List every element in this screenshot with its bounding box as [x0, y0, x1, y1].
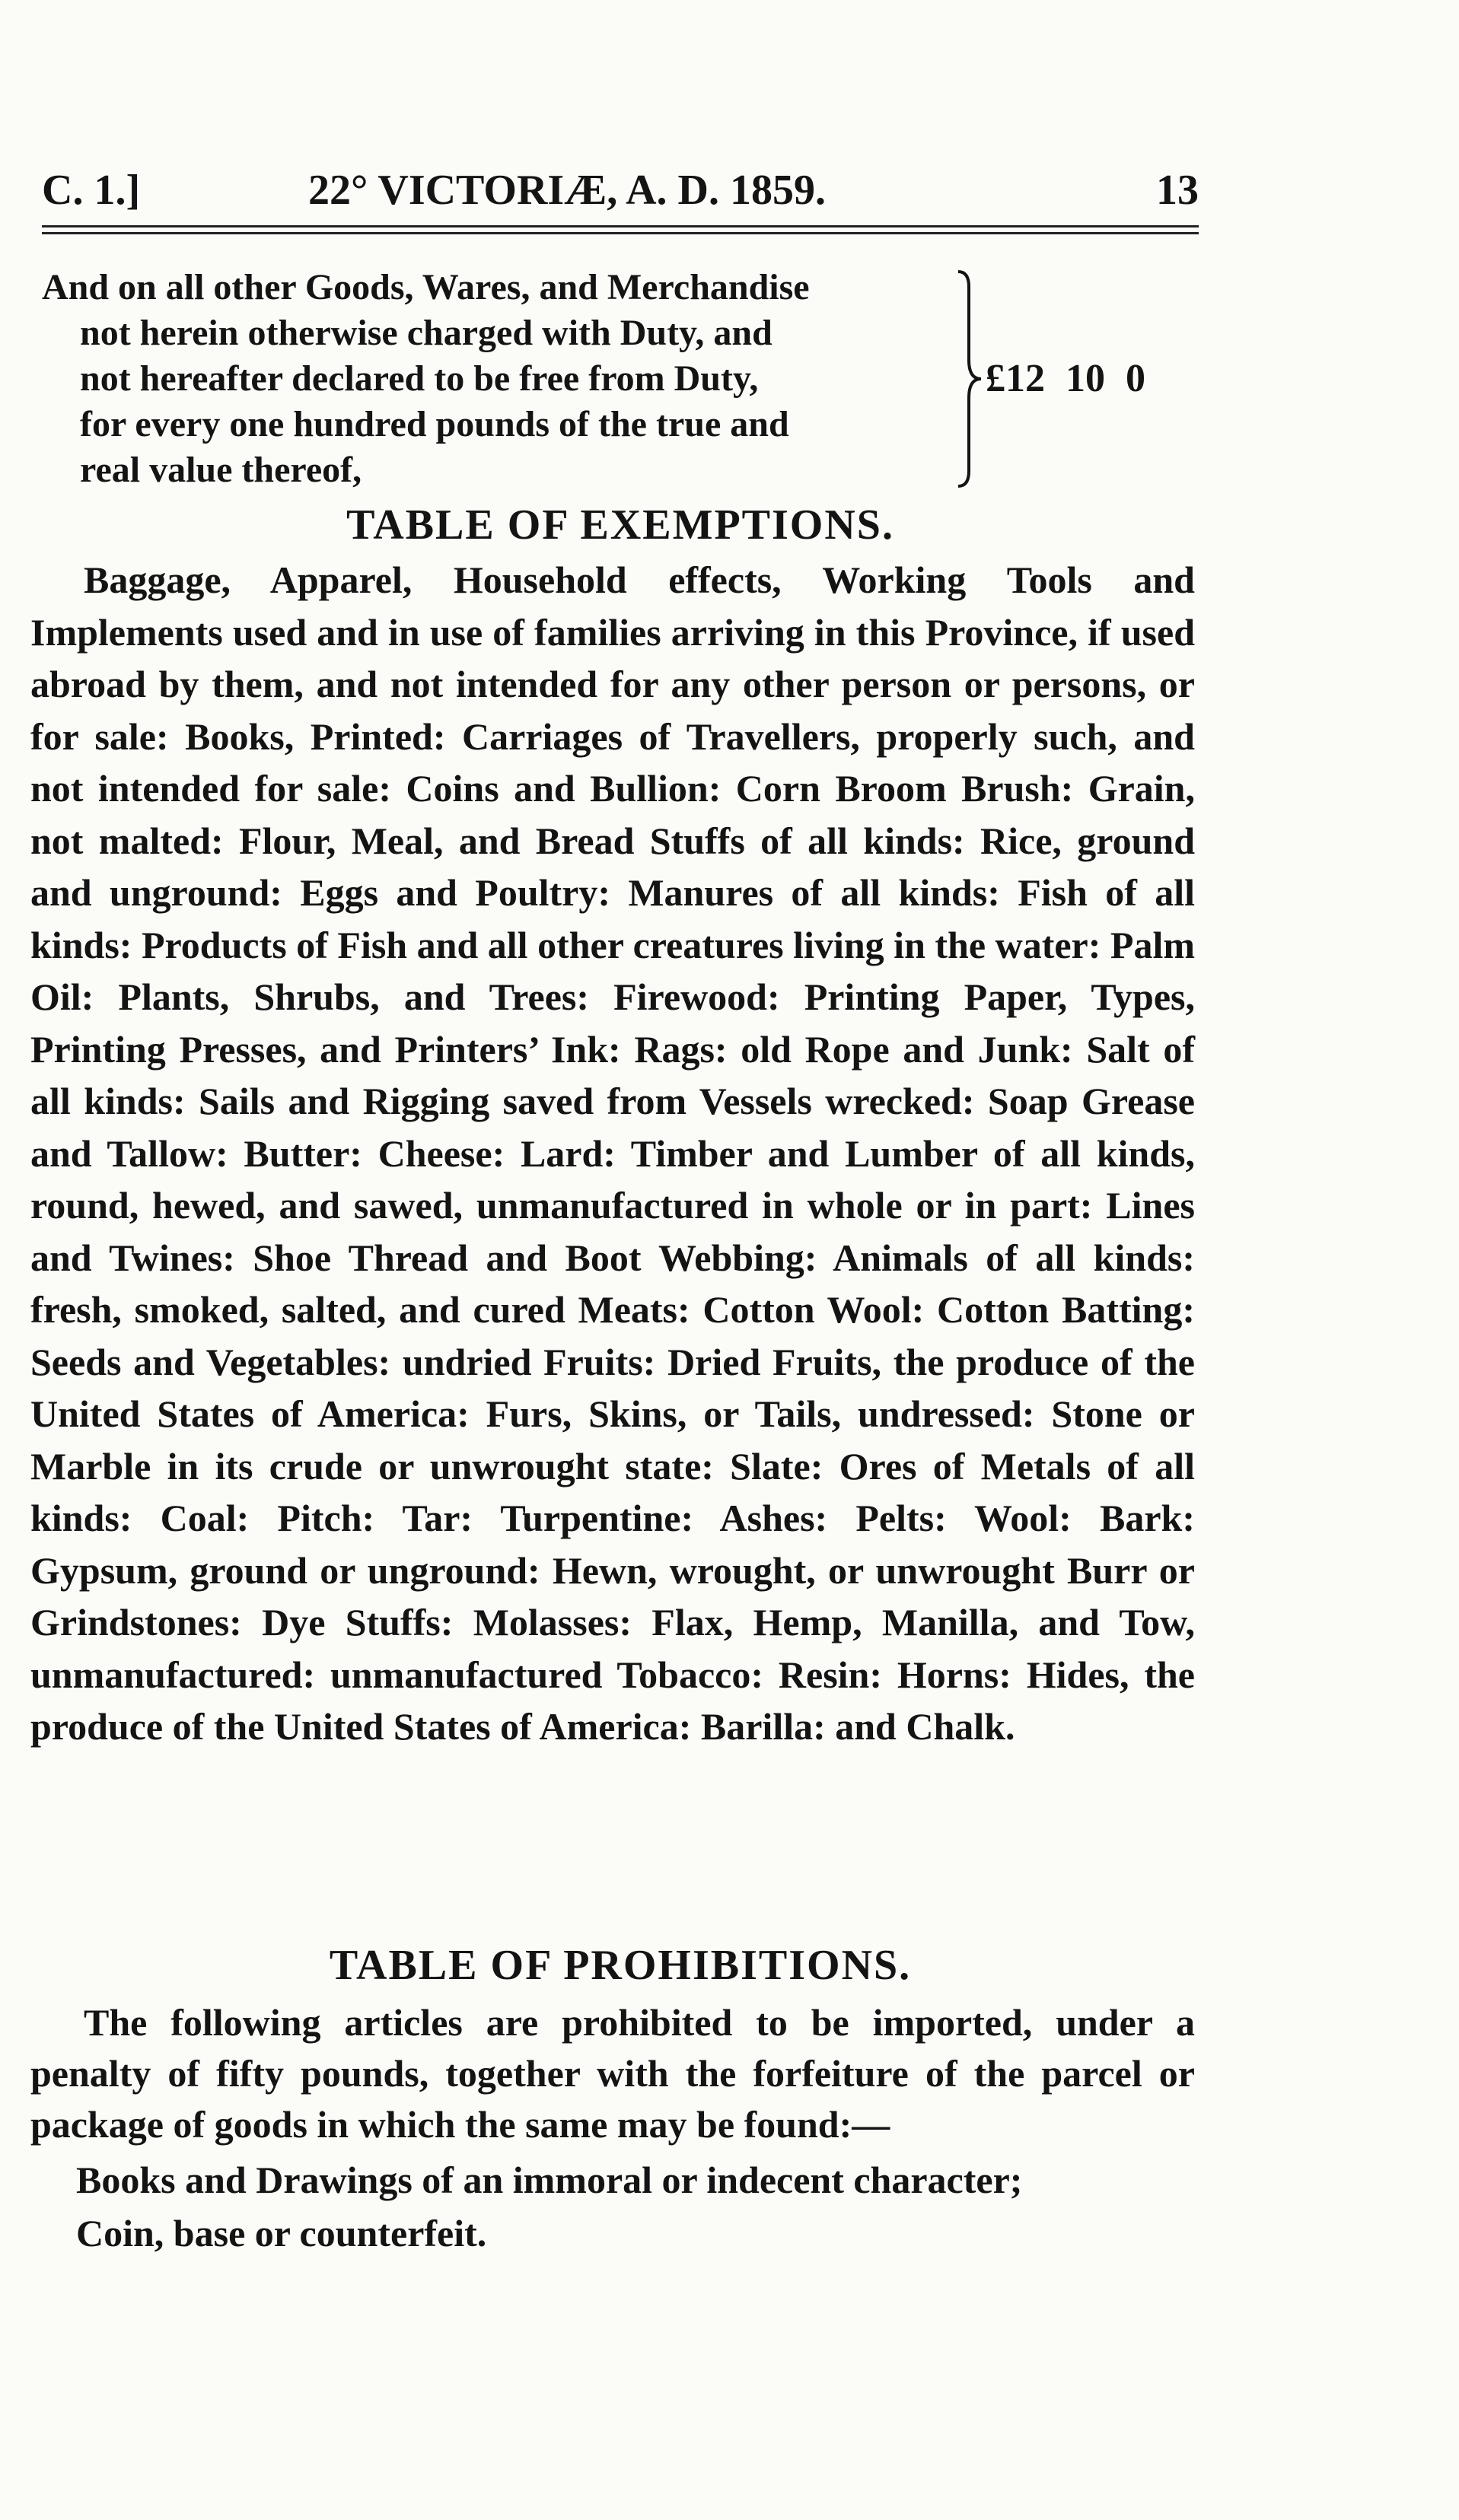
list-item: Books and Drawings of an immoral or indecent character;: [76, 2159, 1023, 2201]
exemptions-title: TABLE OF EXEMPTIONS.: [346, 501, 894, 549]
duty-line: real value thereof,: [80, 450, 362, 490]
prohibited-items-list: [76, 2153, 1203, 2260]
duty-line: not hereafter declared to be free from Duty,: [80, 358, 759, 399]
duty-clause-text: [42, 265, 940, 493]
right-brace-icon: [955, 269, 986, 489]
duty-line: not herein otherwise charged with Duty, and: [80, 313, 773, 353]
duty-line: for every one hundred pounds of the true and: [80, 404, 789, 444]
header-rule-bottom: [42, 232, 1199, 234]
prohibitions-title: TABLE OF PROHIBITIONS.: [329, 1942, 912, 1989]
duty-amount: £12 10 0: [986, 357, 1145, 400]
duty-clause: [42, 265, 1199, 493]
list-item: Coin, base or counterfeit.: [76, 2212, 487, 2254]
page-number: 13: [1156, 167, 1199, 214]
running-header: [42, 164, 1199, 217]
duty-line: And on all other Goods, Wares, and Merchandise: [42, 267, 810, 307]
chapter-reference: C. 1.]: [42, 167, 141, 214]
exemptions-text: Baggage, Apparel, Household effects, Working Tools and Implements used and in use of families arriving in this Province, if used abroad by them, and not intended for any other person or persons, or for sale: Books, Printed: Carriages of Travellers, properly such, and not intended for sale: Coins and Bullion: Corn Broom Brush: Grain, not malted: Flour, Meal, and Bread Stuffs of all kinds: Rice, ground and unground: Eggs and Poultry: Manures of all kinds: Fish of all kinds: Products of Fish and all other creatures living in the water: Palm Oil: Plants, Shrubs, and Trees: Firewood: Printing Paper, Types, Printing Presses, and Printers’ Ink: Rags: old Rope and Junk: Salt of all kinds: Sails and Rigging saved from Vessels wrecked: Soap Grease and Tallow: Butter: Cheese: Lard: Timber and Lumber of all kinds, round, hewed, and sawed, unmanufactured in whole or in part: Lines and Twines: Shoe Thread and Boot Webbing: Animals of all kinds: fresh, smoked, salted, and cured Meats: Cotton Wool: Cotton Batting: Seeds and Vegetables: undried Fruits: Dried Fruits, the produce of the United States of America: Furs, Skins, or Tails, undressed: Stone or Marble in its crude or unwrought state: Slate: Ores of Metals of all kinds: Coal: Pitch: Tar: Turpentine: Ashes: Pelts: Wool: Bark: Gypsum, ground or unground: Hewn, wrought, or unwrought Burr or Grindstones: Dye Stuffs: Molasses: Flax, Hemp, Manilla, and Tow, unmanufactured: unmanufactured Tobacco: Resin: Horns: Hides, the produce of the United States of America: Barilla: and Chalk.: [30, 558, 1195, 1748]
header-title: 22° VICTORIÆ, A. D. 1859.: [308, 167, 826, 214]
header-rule-top: [42, 225, 1199, 228]
prohibitions-text: The following articles are prohibited to be imported, under a penalty of fifty pounds, together with the forfeiture of the parcel or package of goods in which the same may be found:—: [30, 2001, 1195, 2146]
